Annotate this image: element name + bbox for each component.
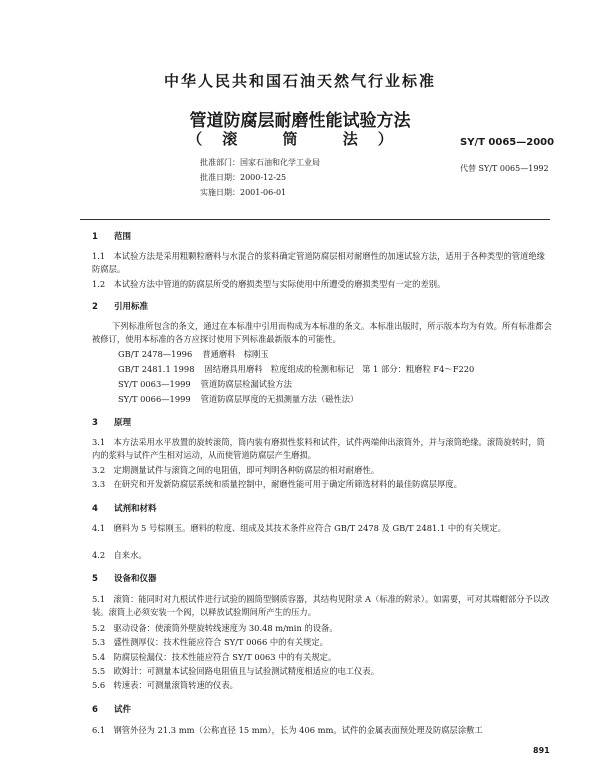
section-heading-1 (92, 230, 131, 242)
section-number: 5 (92, 574, 98, 584)
paragraph-5-2: 5.2 驱动设备：使滚筒外壁旋转线速度为 30.48 m/min 的设备。 (92, 623, 338, 633)
reference-code: GB/T 2478—1996 (118, 349, 193, 359)
reference-item (118, 348, 269, 360)
section-heading-5 (92, 572, 157, 584)
paragraph-5-6: 5.6 转速表：可测量滚筒转速的仪表。 (92, 680, 238, 690)
paragraph-5-4: 5.4 防腐层检漏仪：技术性能应符合 SY/T 0063 中的有关规定。 (92, 652, 337, 662)
reference-title: 普通磨料 棕刚玉 (202, 349, 269, 359)
reference-code: SY/T 0066—1999 (118, 394, 191, 404)
section-heading-6 (92, 703, 131, 715)
paragraph-3-2: 3.2 定期测量试件与滚筒之间的电阻值，即可判明各种防腐层的相对耐磨性。 (92, 465, 379, 475)
standard-number: SY/T 0065—2000 (460, 137, 555, 148)
paragraph-1-2: 1.2 本试验方法中管道的防腐层所受的磨损类型与实际使用中所遭受的磨损类型有一定的差别。 (92, 279, 446, 289)
reference-item (118, 378, 292, 390)
reference-code: GB/T 2481.1 1998 (118, 364, 195, 374)
reference-item (118, 393, 358, 405)
effective-date: 实施日期：2001-06-01 (200, 188, 287, 197)
paragraph-1-1: 1.1 本试验方法是采用粗颗粒磨料与水混合的浆料确定管道防腐层相对耐磨性的加速试验方法，适用于各种类型的管道绝缘防腐层。 (92, 251, 545, 274)
section-heading-3 (92, 416, 131, 428)
section-number: 6 (92, 705, 98, 715)
paragraph-4-2: 4.2 自来水。 (92, 550, 147, 560)
reference-title: 固结磨具用磨料 粒度组成的检测和标记 第 1 部分：粗磨粒 F4～F220 (204, 364, 475, 374)
section-title: 范围 (114, 232, 132, 242)
reference-title: 管道防腐层检漏试验方法 (200, 379, 292, 389)
section-title: 引用标准 (114, 302, 149, 312)
section-title: 原理 (114, 418, 132, 428)
reference-item (118, 363, 474, 375)
reference-code: SY/T 0063—1999 (118, 379, 191, 389)
paragraph-6-1: 6.1 钢管外径为 21.3 mm（公称直径 15 mm），长为 406 mm。试件的金属表面预处理及防腐层涂敷工 (92, 725, 483, 735)
paragraph-5-5: 5.5 欧姆计：可测量本试验回路电阻值且与试验测试精度相适应的电工仪表。 (92, 666, 379, 676)
industry-standard-heading: 中华人民共和国石油天然气行业标准 (163, 72, 436, 90)
replaces-standard: 代替 SY/T 0065—1992 (460, 164, 549, 173)
section-number: 3 (92, 418, 98, 428)
paragraph-3-3: 3.3 在研究和开发新防腐层系统和质量控制中，耐磨性能可用于确定所筛选材料的最佳防腐层厚度。 (92, 479, 462, 489)
paragraph-2-intro: 下列标准所包含的条文，通过在本标准中引用而构成为本标准的条文。本标准出版时，所示版本均为有效。所有标准都会被修订，使用本标准的各方应探讨使用下列标准最新版本的可能性。 (92, 321, 552, 344)
approval-department: 批准部门：国家石油和化学工业局 (200, 158, 320, 167)
section-number: 1 (92, 232, 98, 242)
section-number: 4 (92, 504, 98, 514)
document-title: 管道防腐层耐磨性能试验方法 (189, 111, 411, 131)
approval-date: 批准日期：2000-12-25 (200, 173, 287, 182)
paragraph-5-3: 5.3 盛性测厚仪：技术性能应符合 SY/T 0066 中的有关规定。 (92, 637, 328, 647)
reference-title: 管道防腐层厚度的无损测量方法（磁性法） (200, 394, 359, 404)
header-divider (80, 219, 550, 220)
section-heading-4 (92, 502, 157, 514)
paragraph-4-1: 4.1 磨料为 5 号棕刚玉。磨料的粒度、组成及其技术条件应符合 GB/T 2478 及 GB/T 2481.1 中的有关规定。 (92, 523, 506, 533)
section-title: 试剂和材料 (114, 504, 157, 514)
section-number: 2 (92, 302, 98, 312)
paragraph-3-1: 3.1 本方法采用水平放置的旋转滚筒，筒内装有磨损性浆料和试件，试件两端伸出滚筒外，并与滚筒绝缘。滚筒旋转时，筒内的浆料与试件产生相对运动，从而使管道防腐层产生磨损。 (92, 437, 545, 460)
section-title: 试件 (114, 705, 132, 715)
section-heading-2 (92, 300, 148, 312)
document-subtitle: （滚 筒 法） (187, 130, 413, 148)
section-title: 设备和仪器 (114, 574, 157, 584)
page-number: 891 (533, 746, 550, 755)
paragraph-5-1: 5.1 滚筒：能同时对九根试件进行试验的圆筒型钢质容器，其结构见附录 A（标准的附录）。如需要，可对其端帽部分予以改装。滚筒上必须安装一个阀，以释放试验期间所产生的压力。 (92, 594, 550, 617)
